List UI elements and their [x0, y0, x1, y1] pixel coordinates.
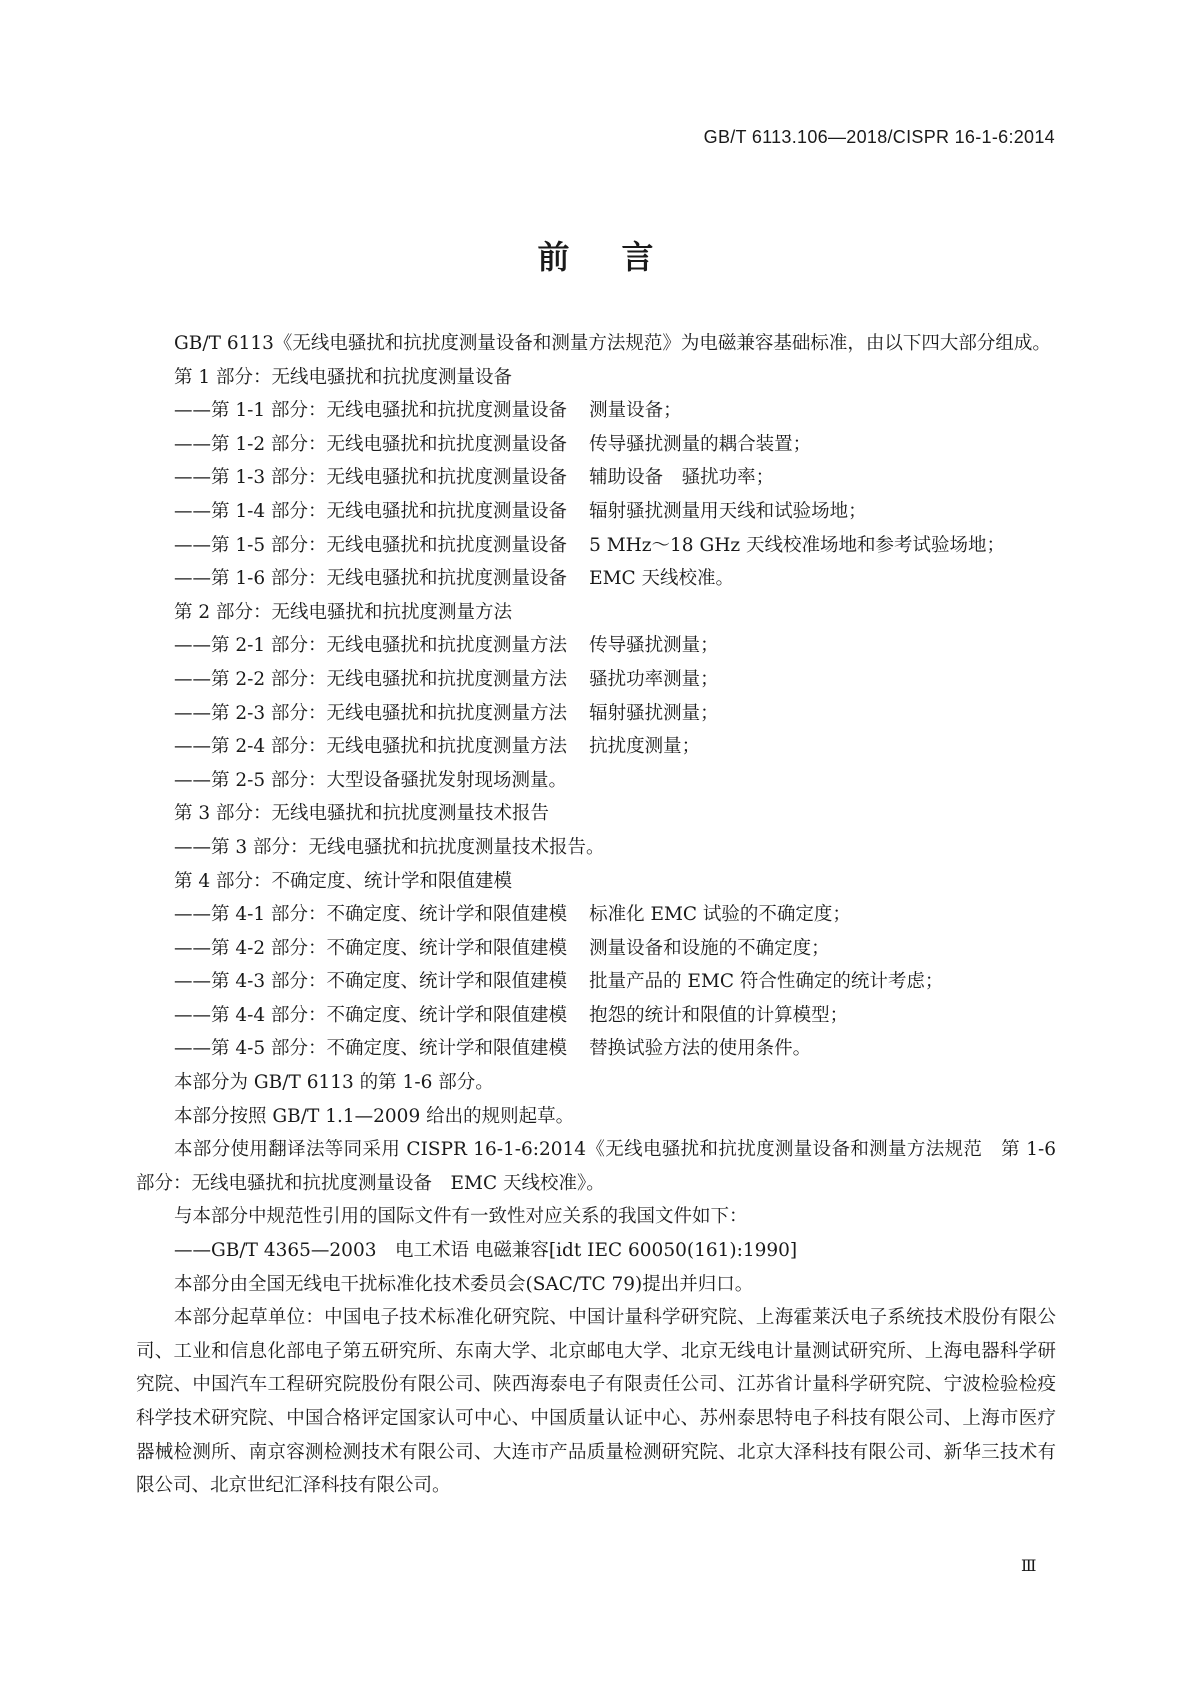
part-heading: 第 2 部分：无线电骚扰和抗扰度测量方法: [174, 601, 513, 623]
sub-part-item: [136, 999, 1056, 1033]
sub-part-prefix: ——第 1-4 部分：无线电骚扰和抗扰度测量设备: [174, 500, 568, 522]
sub-part-item: [136, 394, 1056, 428]
sub-part-prefix: ——第 1-5 部分：无线电骚扰和抗扰度测量设备: [174, 534, 568, 556]
sub-part-prefix: ——第 4-2 部分：不确定度、统计学和限值建模: [174, 937, 568, 959]
sub-part-item: [136, 495, 1056, 529]
sub-part-title: EMC 天线校准。: [589, 568, 735, 590]
sub-part-item: [136, 898, 1056, 932]
document-body: [136, 327, 1056, 1503]
standard-code-header: GB/T 6113.106—2018/CISPR 16-1-6:2014: [703, 127, 1055, 147]
sub-part-item: [136, 965, 1056, 999]
sub-part-title: 测量设备；: [589, 400, 682, 422]
drafting-rules-statement: 本部分按照 GB/T 1.1—2009 给出的规则起草。: [174, 1105, 575, 1127]
sub-part-title: 5 MHz～18 GHz 天线校准场地和参考试验场地；: [589, 534, 1005, 556]
sub-part-prefix: ——第 2-1 部分：无线电骚扰和抗扰度测量方法: [174, 635, 568, 657]
sub-part-prefix: ——第 1-1 部分：无线电骚扰和抗扰度测量设备: [174, 400, 568, 422]
sub-part-title: 传导骚扰测量的耦合装置；: [589, 433, 812, 455]
sub-part-prefix: ——第 1-2 部分：无线电骚扰和抗扰度测量设备: [174, 433, 568, 455]
sub-part-prefix: ——第 2-5 部分：大型设备骚扰发射现场测量。: [174, 769, 568, 791]
sub-part-title: 辅助设备 骚扰功率；: [589, 467, 775, 489]
sub-part-prefix: ——第 4-1 部分：不确定度、统计学和限值建模: [174, 904, 568, 926]
sub-part-item: [136, 1032, 1056, 1066]
sub-part-item: [136, 562, 1056, 596]
sub-part-item: [136, 697, 1056, 731]
sub-part-title: 辐射骚扰测量；: [589, 702, 719, 724]
proposed-by-statement: 本部分由全国无线电干扰标准化技术委员会(SAC/TC 79)提出并归口。: [174, 1273, 754, 1295]
correspondence-statement: 与本部分中规范性引用的国际文件有一致性对应关系的我国文件如下：: [174, 1206, 748, 1228]
sub-part-title: 传导骚扰测量；: [589, 635, 719, 657]
sub-part-item: [136, 932, 1056, 966]
part-heading: 第 1 部分：无线电骚扰和抗扰度测量设备: [174, 366, 513, 388]
sub-part-prefix: ——第 2-4 部分：无线电骚扰和抗扰度测量方法: [174, 736, 568, 758]
sub-part-title: 抗扰度测量；: [589, 736, 701, 758]
sub-part-item: [136, 764, 1056, 798]
sub-part-title: 批量产品的 EMC 符合性确定的统计考虑；: [589, 971, 944, 993]
sub-part-item: [136, 461, 1056, 495]
sub-part-item: [136, 663, 1056, 697]
sub-part-prefix: ——第 2-2 部分：无线电骚扰和抗扰度测量方法: [174, 668, 568, 690]
sub-part-prefix: ——第 4-3 部分：不确定度、统计学和限值建模: [174, 971, 568, 993]
sub-part-prefix: ——第 1-3 部分：无线电骚扰和抗扰度测量设备: [174, 467, 568, 489]
sub-part-item: [136, 529, 1056, 563]
sub-part-prefix: ——第 4-5 部分：不确定度、统计学和限值建模: [174, 1038, 568, 1060]
part-heading: 第 3 部分：无线电骚扰和抗扰度测量技术报告: [174, 803, 550, 825]
sub-part-prefix: ——第 4-4 部分：不确定度、统计学和限值建模: [174, 1004, 568, 1026]
sub-part-item: [136, 831, 1056, 865]
sub-part-item: [136, 629, 1056, 663]
sub-part-title: 抱怨的统计和限值的计算模型；: [589, 1004, 849, 1026]
intro-paragraph: GB/T 6113《无线电骚扰和抗扰度测量设备和测量方法规范》为电磁兼容基础标准，由以下四大部分组成。: [174, 333, 1051, 354]
sub-part-title: 替换试验方法的使用条件。: [589, 1038, 812, 1060]
drafting-units-paragraph: 本部分起草单位：中国电子技术标准化研究院、中国计量科学研究院、上海霍莱沃电子系统技术股份有限公司、工业和信息化部电子第五研究所、东南大学、北京邮电大学、北京无线电计量测试研究所、上海电器科学研究院、中国汽车工程研究院股份有限公司、陕西海泰电子有限责任公司、江苏省计量科学研究院、宁波检验检疫科学技术研究院、中国合格评定国家认可中心、中国质量认证中心、苏州泰思特电子科技有限公司、上海市医疗器械检测所、南京容测检测技术有限公司、大连市产品质量检测研究院、北京大泽科技有限公司、新华三技术有限公司、北京世纪汇泽科技有限公司。: [136, 1307, 1056, 1497]
page-title: 前言: [537, 238, 706, 276]
sub-part-title: 标准化 EMC 试验的不确定度；: [589, 904, 851, 926]
sub-part-item: [136, 730, 1056, 764]
sub-part-title: 骚扰功率测量；: [589, 668, 719, 690]
part-heading: 第 4 部分：不确定度、统计学和限值建模: [174, 870, 513, 892]
parts-list: [136, 361, 1056, 1066]
sub-part-item: [136, 428, 1056, 462]
page-number: Ⅲ: [1021, 1556, 1037, 1575]
sub-part-title: 辐射骚扰测量用天线和试验场地；: [589, 500, 867, 522]
sub-part-title: 测量设备和设施的不确定度；: [589, 937, 830, 959]
translation-statement: 本部分使用翻译法等同采用 CISPR 16-1-6:2014《无线电骚扰和抗扰度测量设备和测量方法规范 第 1-6 部分：无线电骚扰和抗扰度测量设备 EMC 天线校准》。: [136, 1139, 1056, 1194]
sub-part-prefix: ——第 3 部分：无线电骚扰和抗扰度测量技术报告。: [174, 836, 605, 858]
sub-part-prefix: ——第 2-3 部分：无线电骚扰和抗扰度测量方法: [174, 702, 568, 724]
correspondence-item: ——GB/T 4365—2003 电工术语 电磁兼容[idt IEC 60050(161):1990]: [174, 1240, 798, 1262]
part-of-statement: 本部分为 GB/T 6113 的第 1-6 部分。: [174, 1072, 494, 1094]
sub-part-prefix: ——第 1-6 部分：无线电骚扰和抗扰度测量设备: [174, 568, 568, 590]
